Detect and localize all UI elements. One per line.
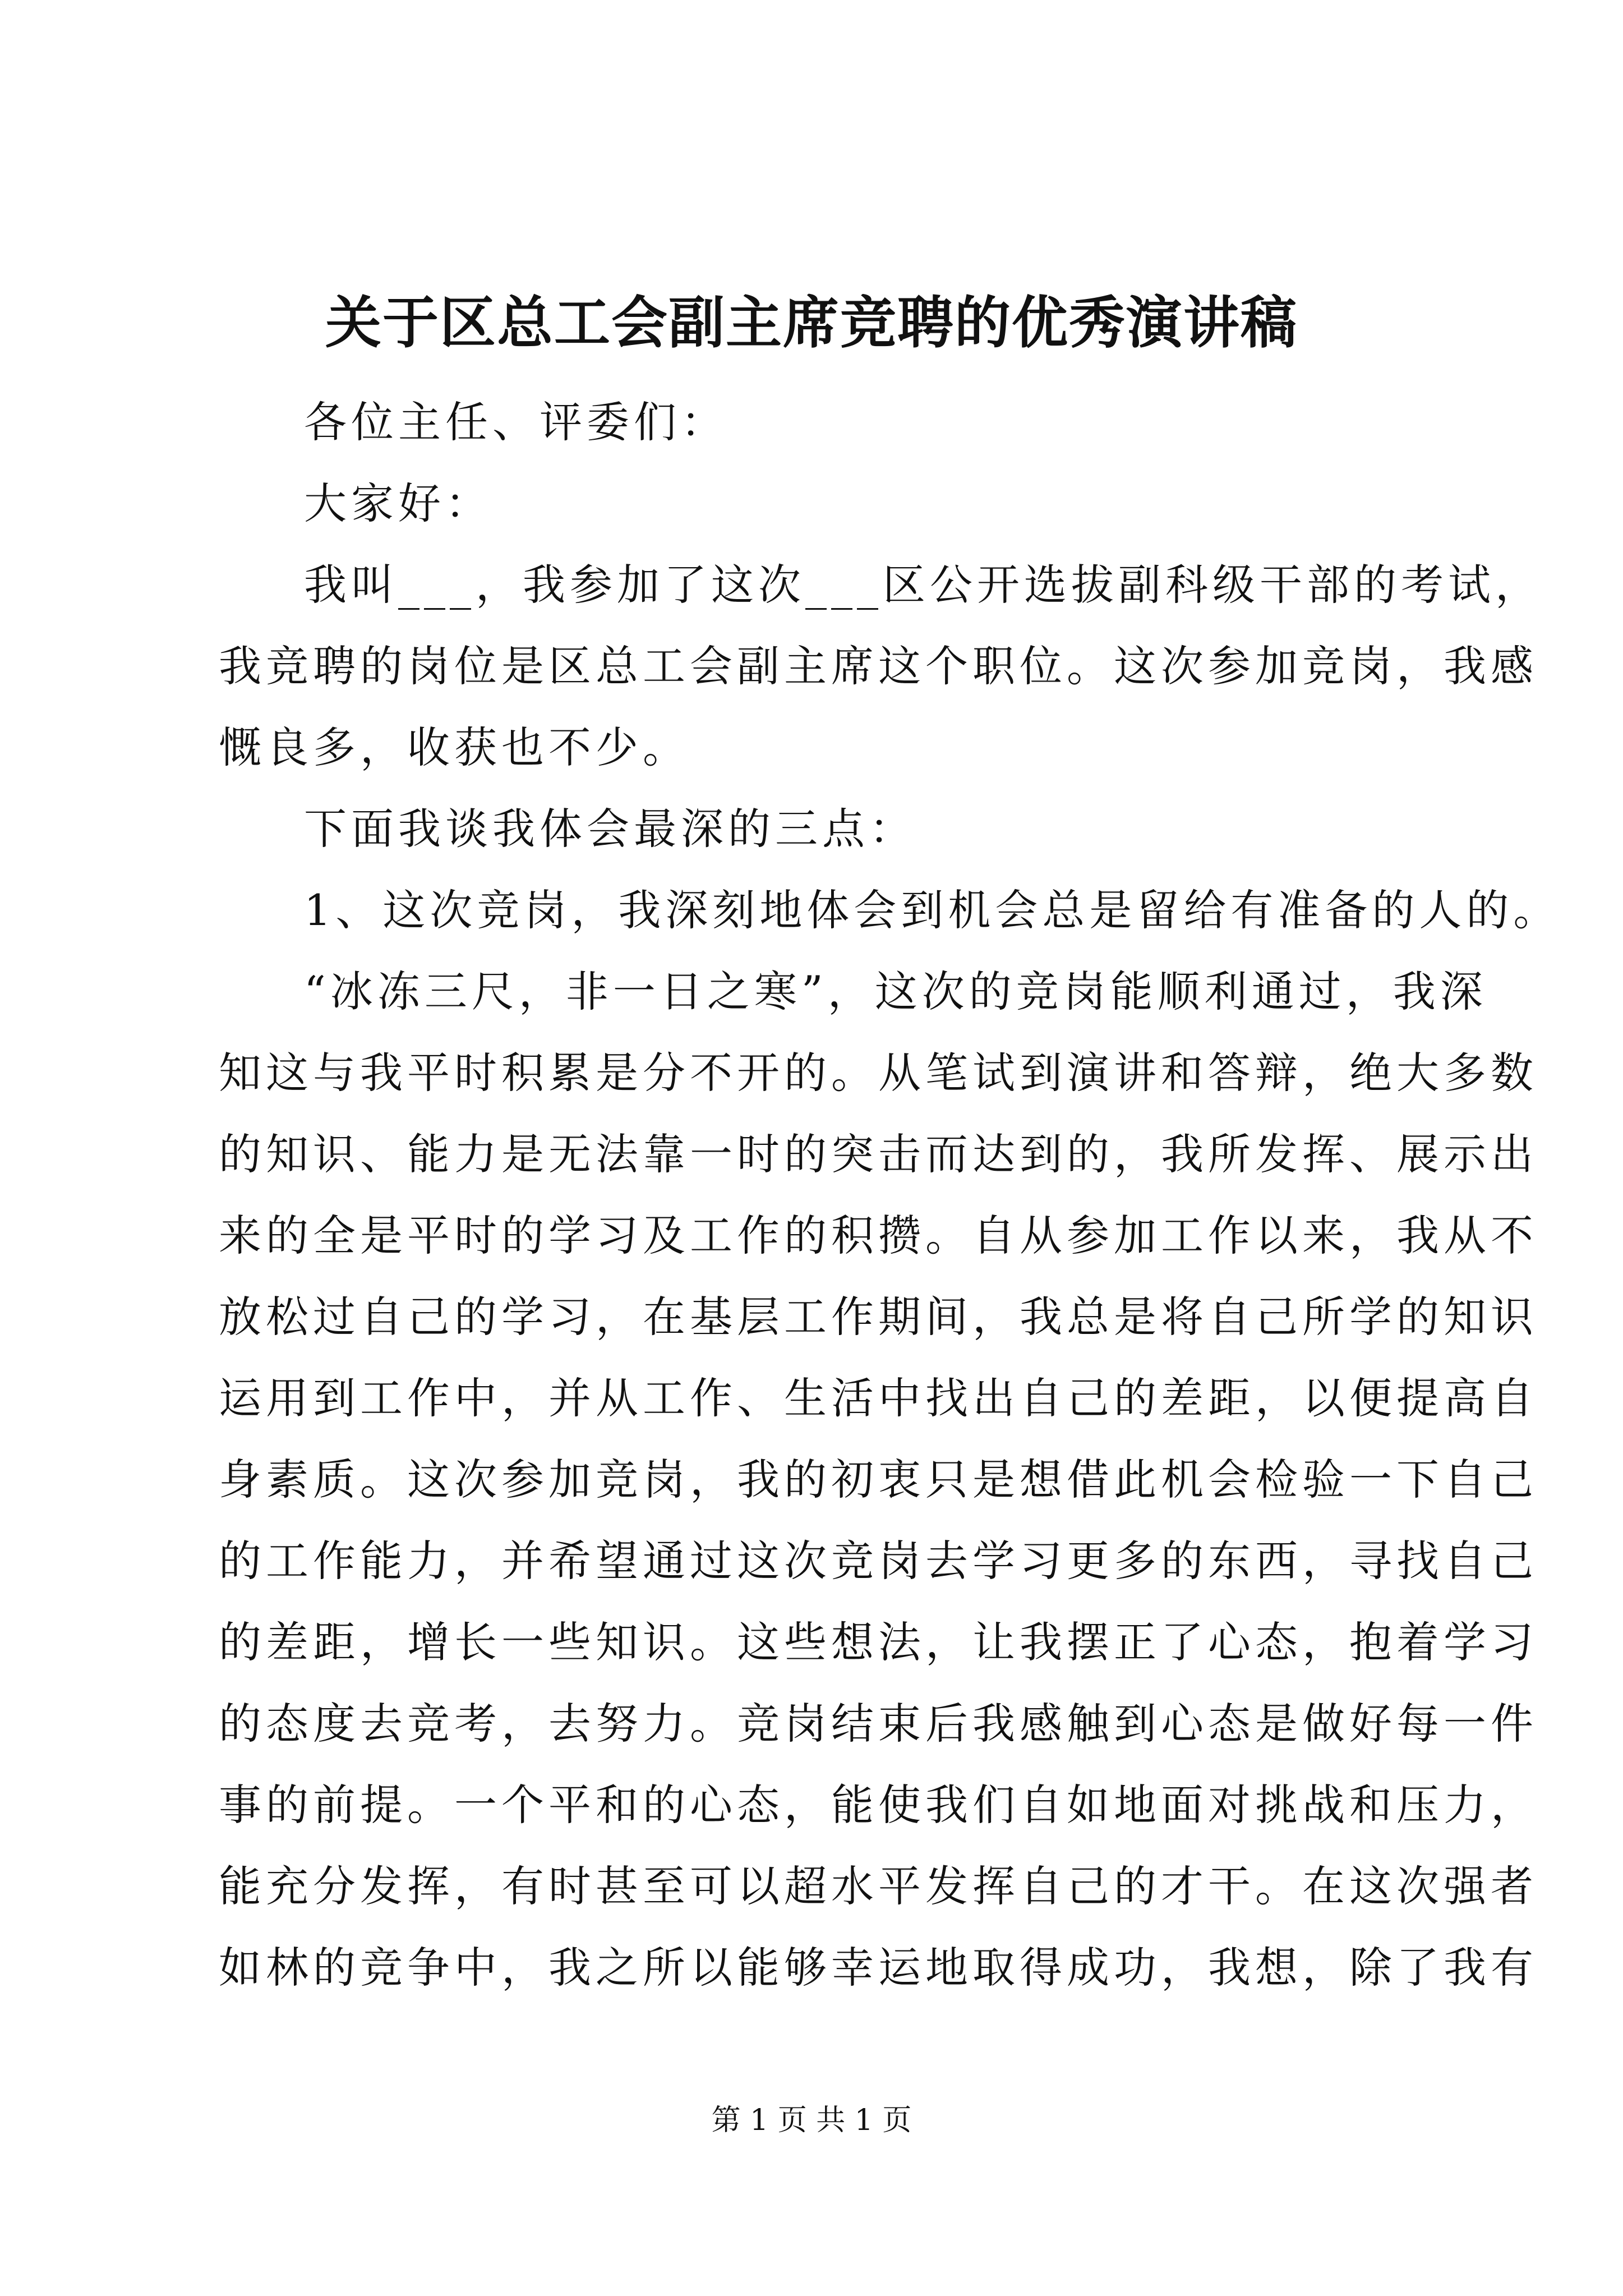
paragraph-line: 的知识、能力是无法靠一时的突击而达到的，我所发挥、展示出 xyxy=(219,1129,1538,1179)
paragraph-line: 我竞聘的岗位是区总工会副主席这个职位。这次参加竞岗，我感 xyxy=(219,641,1538,691)
paragraph-line: 我叫___，我参加了这次___区公开选拔副科级干部的考试， xyxy=(304,560,1542,610)
salutation-line: 各位主任、评委们： xyxy=(304,397,728,447)
document-body xyxy=(219,381,1561,2008)
paragraph-line: 的工作能力，并希望通过这次竞岗去学习更多的东西，寻找自己 xyxy=(219,1536,1538,1586)
paragraph-line: 来的全是平时的学习及工作的积攒。自从参加工作以来，我从不 xyxy=(219,1211,1538,1260)
paragraph-line: 的差距，增长一些知识。这些想法，让我摆正了心态，抱着学习 xyxy=(219,1617,1538,1667)
paragraph-line: 事的前提。一个平和的心态，能使我们自如地面对挑战和压力， xyxy=(219,1780,1538,1830)
paragraph-line: 的态度去竞考，去努力。竞岗结束后我感触到心态是做好每一件 xyxy=(219,1699,1538,1749)
paragraph-line: 运用到工作中，并从工作、生活中找出自己的差距，以便提高自 xyxy=(219,1373,1538,1423)
paragraph-line: 能充分发挥，有时甚至可以超水平发挥自己的才干。在这次强者 xyxy=(219,1861,1538,1911)
paragraph-line: “冰冻三尺，非一日之寒”，这次的竞岗能顺利通过，我深 xyxy=(304,967,1487,1016)
paragraph-line: 如林的竞争中，我之所以能够幸运地取得成功，我想，除了我有 xyxy=(219,1943,1538,1993)
numbered-point-line: 1、这次竞岗，我深刻地体会到机会总是留给有准备的人的。 xyxy=(304,885,1561,935)
paragraph-line: 放松过自己的学习，在基层工作期间，我总是将自己所学的知识 xyxy=(219,1292,1538,1342)
paragraph-line: 身素质。这次参加竞岗，我的初衷只是想借此机会检验一下自己 xyxy=(219,1455,1538,1504)
paragraph-line: 知这与我平时积累是分不开的。从笔试到演讲和答辩，绝大多数 xyxy=(219,1048,1538,1098)
page-footer: 第 1 页 共 1 页 xyxy=(711,2104,912,2137)
paragraph-line: 下面我谈我体会最深的三点： xyxy=(304,804,916,854)
paragraph-line: 慨良多，收获也不少。 xyxy=(219,723,690,772)
greeting-line: 大家好： xyxy=(304,478,492,528)
document-title: 关于区总工会副主席竞聘的优秀演讲稿 xyxy=(325,289,1298,356)
